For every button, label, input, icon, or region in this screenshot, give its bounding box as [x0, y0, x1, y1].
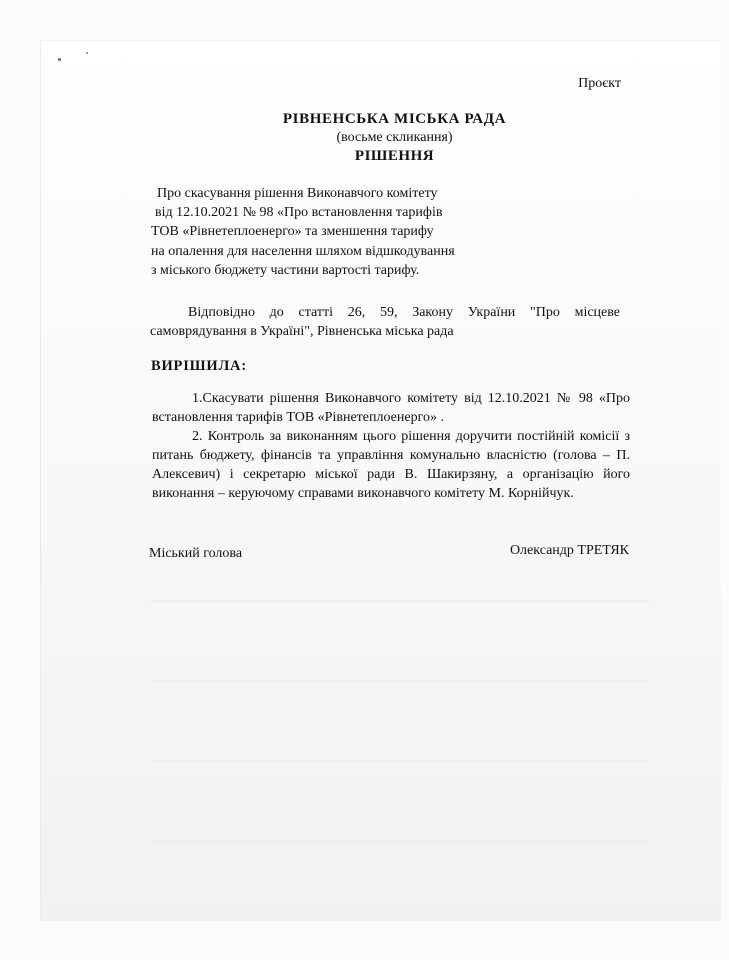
council-name: РІВНЕНСЬКА МІСЬКА РАДА — [282, 111, 507, 127]
bleed-through-line — [150, 760, 649, 762]
subject-line: ТОВ «Рівнетеплоенерго» та зменшення тарифу — [151, 224, 434, 240]
subject-line: на опалення для населення шляхом відшкодування — [151, 243, 455, 259]
subject-line: з міського бюджету частини вартості тарифу. — [151, 262, 420, 278]
subject-line: від 12.10.2021 № 98 «Про встановлення тарифів — [155, 205, 443, 221]
decision-item-1: 1.Скасувати рішення Виконавчого комітету від 12.10.2021 № 98 «Про встановлення тарифів ТОВ «Рівнетеплоенерго» . — [152, 391, 630, 425]
draft-status: Проєкт — [578, 76, 621, 91]
scan-speck — [58, 58, 61, 61]
subject-line: Про скасування рішення Виконавчого комітету — [157, 186, 438, 201]
preamble: Відповідно до статті 26, 59, Закону України "Про місцеве самоврядування в Україні", Рівненська міська рада — [150, 305, 620, 339]
bleed-through-line — [150, 600, 649, 602]
convocation: (восьме скликання) — [336, 130, 453, 145]
scan-speck — [86, 52, 88, 54]
signatory-name: Олександр ТРЕТЯК — [509, 543, 629, 558]
decision-item-2: 2. Контроль за виконанням цього рішення доручити постійній комісії з питань бюджету, фінансів та управління комунально власністю (голова – П. Алексевич) і секретарю міської ради В. Шакирзяну, а організацію його виконання – керуючому справами виконавчого комітету М. Корнійчук. — [152, 429, 630, 501]
decision-subject — [151, 184, 491, 280]
bleed-through-line — [150, 680, 649, 682]
document-type: РІШЕННЯ — [354, 148, 435, 164]
decided-heading: ВИРІШИЛА: — [151, 358, 247, 374]
bleed-through-line — [150, 840, 649, 842]
signatory-title: Міський голова — [149, 546, 243, 561]
